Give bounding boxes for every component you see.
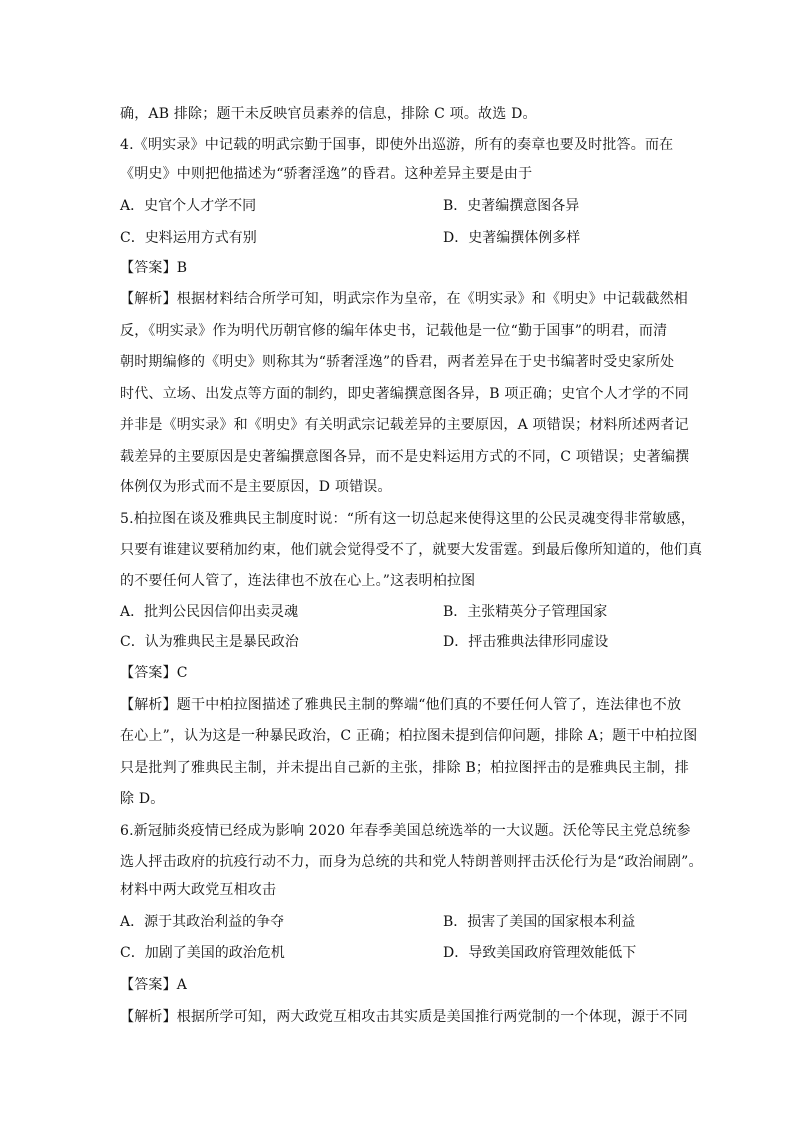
q5-answer: 【答案】C [120, 665, 188, 681]
question-6-stem: 6.新冠肺炎疫情已经成为影响 2020 年春季美国总统选举的一大议题。沃伦等民主党总统参 [120, 823, 691, 839]
q4-analysis: 朝时期编修的《明史》则称其为“骄奢淫逸”的昏君，两者差异在于史书编著时受史家所处 [120, 354, 675, 370]
question-4-stem: 4.《明实录》中记载的明武宗勤于国事，即使外出巡游，所有的奏章也要及时批答。而在 [120, 137, 674, 153]
q6-option-b: B．损害了美国的国家根本利益 [443, 914, 636, 930]
q4-analysis: 【解析】根据材料结合所学可知，明武宗作为皇帝，在《明实录》和《明史》中记载截然相 [120, 291, 688, 307]
question-5-stem: 只要有谁建议要稍加约束，他们就会觉得受不了，就要大发雷霆。到最后像所知道的，他们真 [120, 542, 703, 558]
question-6-stem: 选人抨击政府的抗疫行动不力，而身为总统的共和党人特朗普则抨击沃伦行为是“政治闹剧”。 [120, 854, 703, 870]
q5-analysis: 在心上”，认为这是一种暴民政治，C 正确；柏拉图未提到信仰问题，排除 A；题干中柏拉图 [120, 728, 698, 744]
q4-analysis: 载差异的主要原因是史著编撰意图各异，而不是史料运用方式的不同，C 项错误；史著编撰 [120, 449, 690, 465]
question-6-stem: 材料中两大政党互相攻击 [120, 882, 277, 898]
q5-analysis: 只是批判了雅典民主制，并未提出自己新的主张，排除 B；柏拉图抨击的是雅典民主制，排 [120, 760, 689, 776]
q6-option-c: C．加剧了美国的政治危机 [120, 945, 285, 961]
q4-option-b: B．史著编撰意图各异 [443, 198, 580, 214]
q6-analysis: 【解析】根据所学可知，两大政党互相攻击其实质是美国推行两党制的一个体现，源于不同 [120, 1009, 688, 1025]
question-5-stem: 5.柏拉图在谈及雅典民主制度时说：“所有这一切总起来使得这里的公民灵魂变得非常敏感， [120, 511, 695, 527]
q4-analysis: 时代、立场、出发点等方面的制约，即史著编撰意图各异，B 项正确；史官个人才学的不同 [120, 386, 689, 402]
q4-option-c: C．史料运用方式有别 [120, 230, 257, 246]
q6-answer: 【答案】A [120, 977, 188, 993]
question-4-stem: 《明史》中则把他描述为“骄奢淫逸”的昏君。这种差异主要是由于 [120, 166, 533, 182]
q5-analysis: 【解析】题干中柏拉图描述了雅典民主制的弊端“他们真的不要任何人管了，连法律也不放 [120, 697, 682, 713]
q5-analysis: 除 D。 [120, 791, 165, 807]
q5-option-b: B．主张精英分子管理国家 [443, 604, 608, 620]
q6-option-d: D．导致美国政府管理效能低下 [443, 945, 637, 961]
q4-option-a: A．史官个人才学不同 [120, 198, 257, 214]
q4-analysis: 体例仅为形式而不是主要原因，D 项错误。 [120, 479, 392, 495]
q5-option-a: A．批判公民因信仰出卖灵魂 [120, 604, 299, 620]
q5-option-d: D．抨击雅典法律形同虚设 [443, 634, 609, 650]
q6-option-a: A．源于其政治利益的争夺 [120, 914, 285, 930]
q4-analysis: 并非是《明实录》和《明史》有关明武宗记载差异的主要原因，A 项错误；材料所述两者记 [120, 417, 689, 433]
q4-answer: 【答案】B [120, 260, 188, 276]
q4-analysis: 反，《明实录》作为明代历朝官修的编年体史书，记载他是一位“勤于国事”的明君，而清 [120, 323, 668, 339]
question-5-stem: 的不要任何人管了，连法律也不放在心上。”这表明柏拉图 [120, 573, 476, 589]
text-line: 确，AB 排除；题干未反映官员素养的信息，排除 C 项。故选 D。 [120, 106, 537, 122]
q5-option-c: C．认为雅典民主是暴民政治 [120, 634, 299, 650]
q4-option-d: D．史著编撰体例多样 [443, 230, 581, 246]
